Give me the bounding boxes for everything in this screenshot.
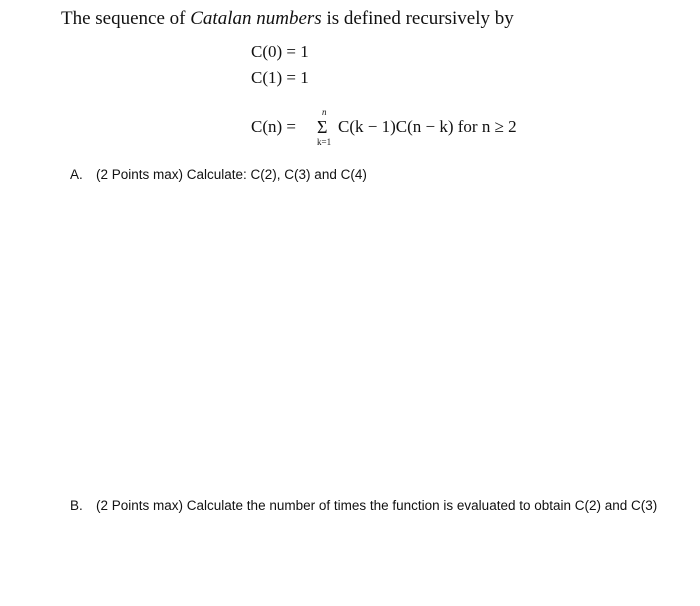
question-a — [70, 166, 367, 184]
summation-lower-limit: k=1 — [317, 137, 332, 147]
base-case-zero: C(0) = 1 — [251, 42, 309, 61]
question-a-label: A. — [70, 167, 83, 182]
problem-intro — [61, 7, 514, 31]
question-b-text: (2 Points max) Calculate the number of times the function is evaluated to obtain C(2) and C(3) — [96, 498, 658, 513]
question-b-label: B. — [70, 498, 83, 513]
recurrence-body: C(k − 1)C(n − k) for n ≥ 2 — [338, 117, 517, 136]
summation-operator — [317, 107, 333, 147]
sigma-symbol: Σ — [317, 117, 328, 137]
intro-text-start: The sequence of — [61, 8, 191, 29]
base-case-one: C(1) = 1 — [251, 68, 309, 87]
summation-upper-limit: n — [322, 107, 327, 117]
intro-term-catalan: Catalan numbers — [190, 8, 322, 29]
question-a-text: (2 Points max) Calculate: C(2), C(3) and C(4) — [96, 167, 367, 182]
intro-text-end: is defined recursively by — [321, 8, 514, 29]
recurrence-lhs: C(n) = — [251, 117, 296, 136]
question-b — [70, 497, 657, 515]
